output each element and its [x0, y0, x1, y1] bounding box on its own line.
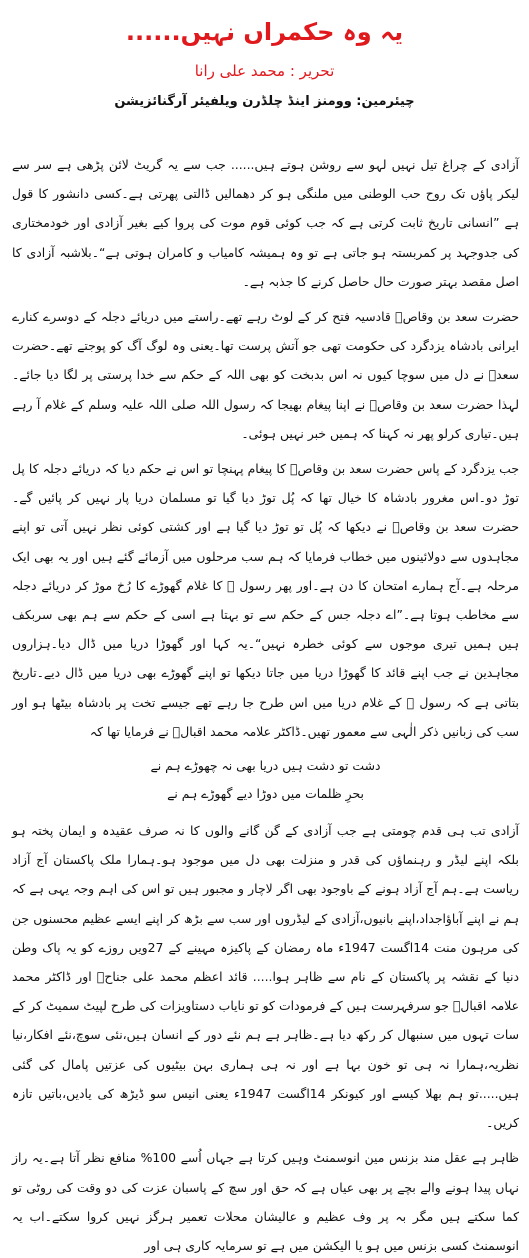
verse-line-2: بحرِ ظلمات میں دوڑا دیے گھوڑے ہم نے: [167, 786, 364, 802]
paragraph-2: حضرت سعد بن وقاصؓ قادسیہ فتح کر کے لوٹ رہے تھے۔راستے میں دریائے دجلہ کے دوسرے کنارے ایرانی بادشاہ یزدگرد کی حکومت تھی جو آتش پرست تھا۔یعنی وہ لوگ آگ کو پوجتے تھے۔حضرت سعدؓ نے دل میں سوچا کیوں نہ اس بدبخت کو بھی اللہ کے حکم سے خدا پرستی پر لگا دیا جائے۔لہذا حضرت سعد بن وقاصؓ نے اپنا پیغام بھیجا کہ رسول اللہ صلی اللہ علیہ وسلم کے غلام آ رہے ہیں۔تیاری کرلو پھر نہ کہنا کہ ہمیں خبر نہیں ہوئی۔: [12, 309, 519, 441]
article-body: [12, 150, 519, 1258]
paragraph-3: جب یزدگرد کے پاس حضرت سعد بن وقاصؓ کا پیغام پہنچا تو اس نے حکم دیا کہ دریائے دجلہ کا پل توڑ دو۔اس مغرور بادشاہ کا خیال تھا کہ پُل توڑ دیا گیا تو مسلمان دریا پار نہیں کر پائیں گے۔حضرت سعد بن وقاصؓ نے دیکھا کہ پُل تو توڑ دیا گیا ہے اور کشتی کوئی نظر نہیں آتی تو اپنے مجاہدوں سے دولائینوں میں خطاب فرمایا کہ ہم سب مرحلوں میں آزمائے گئے ہیں اور یہ بھی ایک مرحلہ ہے۔آج ہمارے امتحان کا دن ہے۔اور پھر رسول ﷺ کا غلام گھوڑے کا رُخ موڑ کر دریائے دجلہ سے مخاطب ہوتا ہے۔”اے دجلہ جس کے حکم سے تو بہتا ہے اسی کے حکم سے ہم بھی سربکف ہیں ہمیں تیری موجوں سے کوئی خطرہ نہیں“۔یہ کہا اور گھوڑا دریا میں ڈال دیا۔ہزاروں مجاہدین نے جب اپنے قائد کا گھوڑا دریا میں جاتا دیکھا تو اپنے گھوڑے بھی دریا میں ڈال دیے۔تاریخ بتاتی ہے کہ رسول ﷺ کے غلام دریا میں اس طرح جا رہے تھے جیسے تخت پر بادشاہ بیٹھا ہو اور سب کی زبانیں ذکر الٰہی سے معمور تھیں۔ڈاکٹر علامہ محمد اقبالؒ نے فرمایا تھا کہ: [12, 461, 519, 739]
author-byline: تحریر : محمد علی رانا: [194, 62, 335, 80]
paragraph-1: آزادی کے چراغ تیل نہیں لہو سے روشن ہوتے ہیں...... جب سے یہ گریٹ لائن پڑھی ہے سر سے لیکر پاؤں تک روح حب الوطنی میں ملنگی ہو کر دھمالیں ڈالتی پھرتی ہے۔کسی دانشور کا قول ہے ”انسانی تاریخ ثابت کرتی ہے کہ جب کوئی قوم موت کی پروا کیے بغیر آزادی اور خودمختاری کی جدوجہد پر کمربستہ ہو جاتی ہے تو وہ ہمیشہ کامیاب و کامران ہوتی ہے“۔بلاشبہ آزادی کا اصل مقصد بہتر صورت حال حاصل کرنے کا جذبہ ہے۔: [12, 157, 519, 289]
poetry-verse: [12, 752, 519, 808]
paragraph-4: آزادی تب ہی قدم چومتی ہے جب آزادی کے گن گانے والوں کا نہ صرف عقیدہ و ایمان پختہ ہو بلکہ اپنے لیڈر و رہنماؤں کی قدر و منزلت بھی دل میں موجود ہو۔ہمارا ملک پاکستان آج آزاد ریاست ہے۔ہم آج آزاد ہونے کے باوجود بھی اگر لاچار و مجبور ہیں تو اس کی اہم وجہ یہی ہے کہ ہم نے اپنے آباؤاجداد،اپنے بانیوں،آزادی کے لیڈروں اور سب سے بڑھ کر اپنے ایسے عظیم محسنوں جن کی مرہون منت 14اگست 1947ء ماہ رمضان کے پاکیزہ مہینے کے 27ویں روزے کو یہ پاک وطن دنیا کے نقشہ پر پاکستان کے نام سے ظاہر ہوا..... قائد اعظم محمد علی جناحؒ اور ڈاکٹر محمد علامہ اقبالؒ جو سرفہرست ہیں کے فرمودات کو تو نایاب دستاویزات کی طرح لپیٹ سمیٹ کر کے سات تہوں میں سنبھال کر رکھ دیا ہے۔ظاہر ہے ہم نئے دور کے انسان ہیں،نئی سوچ،نئے افکار،نیا نظریہ،ہمارا نہ ہی تو خون بہا ہے اور نہ ہی ہماری بہن بیٹیوں کی عزتیں پامال کی گئی ہیں.....تو ہم بھلا کیسے اور کیونکر 14اگست 1947ء یعنی انیس سو ڈیڑھ کی یادیں،باتیں تازہ کریں۔: [12, 823, 519, 1131]
verse-line-1: دشت تو دشت ہیں دریا بھی نہ چھوڑے ہم نے: [150, 758, 381, 774]
author-designation: چیئرمین: وومنز اینڈ چلڈرن ویلفیئر آرگنائزیشن: [114, 94, 415, 109]
paragraph-5: ظاہر ہے عقل مند بزنس مین انوسمنٹ وہیں کرتا ہے جہاں اُسے 100% منافع نظر آتا ہے۔یہ راز نہاں پیدا ہونے والے بچے پر بھی عیاں ہے کہ حق اور سچ کے پاسبان عزت کی دو وقت کی روٹی تو کما سکتے ہیں مگر بہ پر وف عظیم و عالیشان محلات تعمیر ہرگز نہیں کروا سکتے۔اب یہ انوسمنٹ کسی بزنس میں ہو یا الیکشن میں ہے تو سرمایہ کاری ہی اور: [12, 1150, 519, 1253]
article-headline: یہ وہ حکمراں نہیں......: [125, 18, 404, 46]
